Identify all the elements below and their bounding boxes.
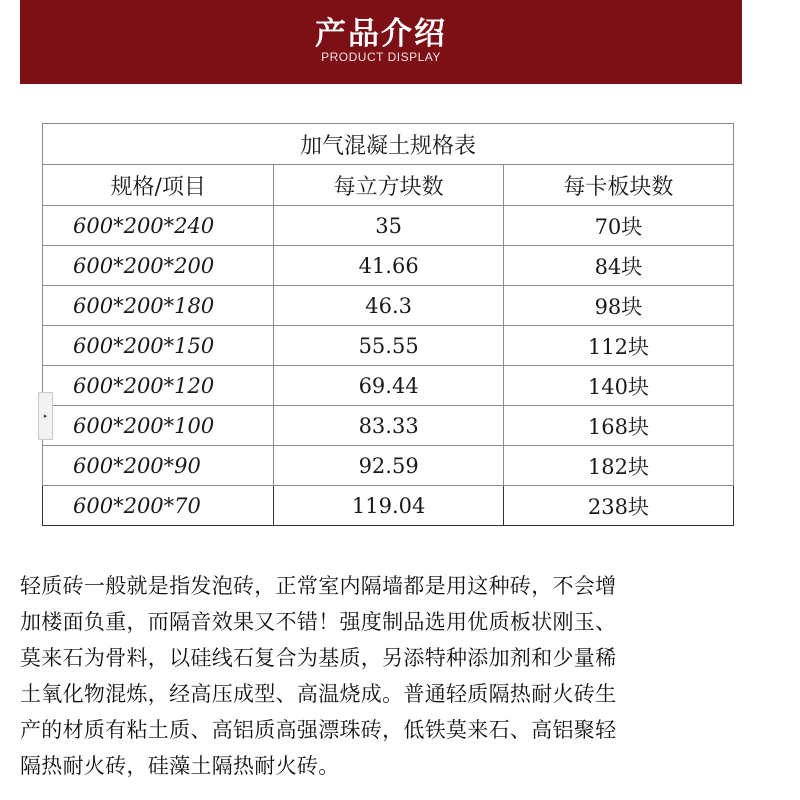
- cell-per-pallet: 182块: [503, 446, 733, 486]
- cell-spec: 600*200*200: [43, 246, 274, 286]
- cell-spec: 600*200*90: [43, 446, 274, 486]
- cell-per-cubic: 46.3: [274, 286, 503, 326]
- triangle-right-icon: ▸: [43, 412, 48, 420]
- side-expand-handle[interactable]: [38, 392, 53, 440]
- cell-per-pallet: 140块: [503, 366, 733, 406]
- description-line: 土氧化物混炼，经高压成型、高温烧成。普通轻质隔热耐火砖生: [20, 682, 617, 706]
- header-per-cubic: 每立方块数: [274, 165, 503, 206]
- cell-spec: 600*200*70: [43, 486, 274, 526]
- description-line: 产的材质有粘土质、高铝质高强漂珠砖，低铁莫来石、高铝聚轻: [20, 718, 617, 742]
- product-description: [20, 568, 780, 784]
- cell-per-cubic: 69.44: [274, 366, 503, 406]
- header-per-pallet: 每卡板块数: [503, 165, 733, 206]
- cell-spec: 600*200*240: [43, 206, 274, 246]
- table-row: [43, 326, 734, 366]
- cell-spec: 600*200*150: [43, 326, 274, 366]
- description-line: 加楼面负重，而隔音效果又不错！强度制品选用优质板状刚玉、: [20, 610, 617, 634]
- banner-title: 产品介绍: [315, 16, 447, 52]
- table-header-row: [43, 165, 734, 206]
- table-row: [43, 446, 734, 486]
- description-line: 隔热耐火砖，硅藻土隔热耐火砖。: [20, 754, 340, 778]
- cell-per-pallet: 168块: [503, 406, 733, 446]
- table-row: [43, 246, 734, 286]
- cell-per-cubic: 83.33: [274, 406, 503, 446]
- cell-per-cubic: 55.55: [274, 326, 503, 366]
- cell-per-cubic: 41.66: [274, 246, 503, 286]
- cell-per-cubic: 35: [274, 206, 503, 246]
- cell-per-pallet: 238块: [503, 486, 733, 526]
- header-spec: 规格/项目: [43, 165, 274, 206]
- cell-per-pallet: 70块: [503, 206, 733, 246]
- cell-per-pallet: 112块: [503, 326, 733, 366]
- cell-spec: 600*200*120: [43, 366, 274, 406]
- cell-spec: 600*200*180: [43, 286, 274, 326]
- table-title: 加气混凝土规格表: [43, 124, 734, 165]
- description-line: 莫来石为骨料，以硅线石复合为基质，另添特种添加剂和少量稀: [20, 646, 617, 670]
- table-title-row: [43, 124, 734, 165]
- table-row: [43, 206, 734, 246]
- table-row: [43, 286, 734, 326]
- cell-per-pallet: 98块: [503, 286, 733, 326]
- cell-per-cubic: 119.04: [274, 486, 503, 526]
- header-banner: [20, 0, 742, 84]
- banner-subtitle: PRODUCT DISPLAY: [321, 50, 441, 64]
- table-row: [43, 406, 734, 446]
- cell-per-cubic: 92.59: [274, 446, 503, 486]
- spec-table: [42, 123, 734, 526]
- cell-per-pallet: 84块: [503, 246, 733, 286]
- table-row: [43, 486, 734, 526]
- description-line: 轻质砖一般就是指发泡砖，正常室内隔墙都是用这种砖，不会增: [20, 574, 617, 598]
- cell-spec: 600*200*100: [43, 406, 274, 446]
- table-row: [43, 366, 734, 406]
